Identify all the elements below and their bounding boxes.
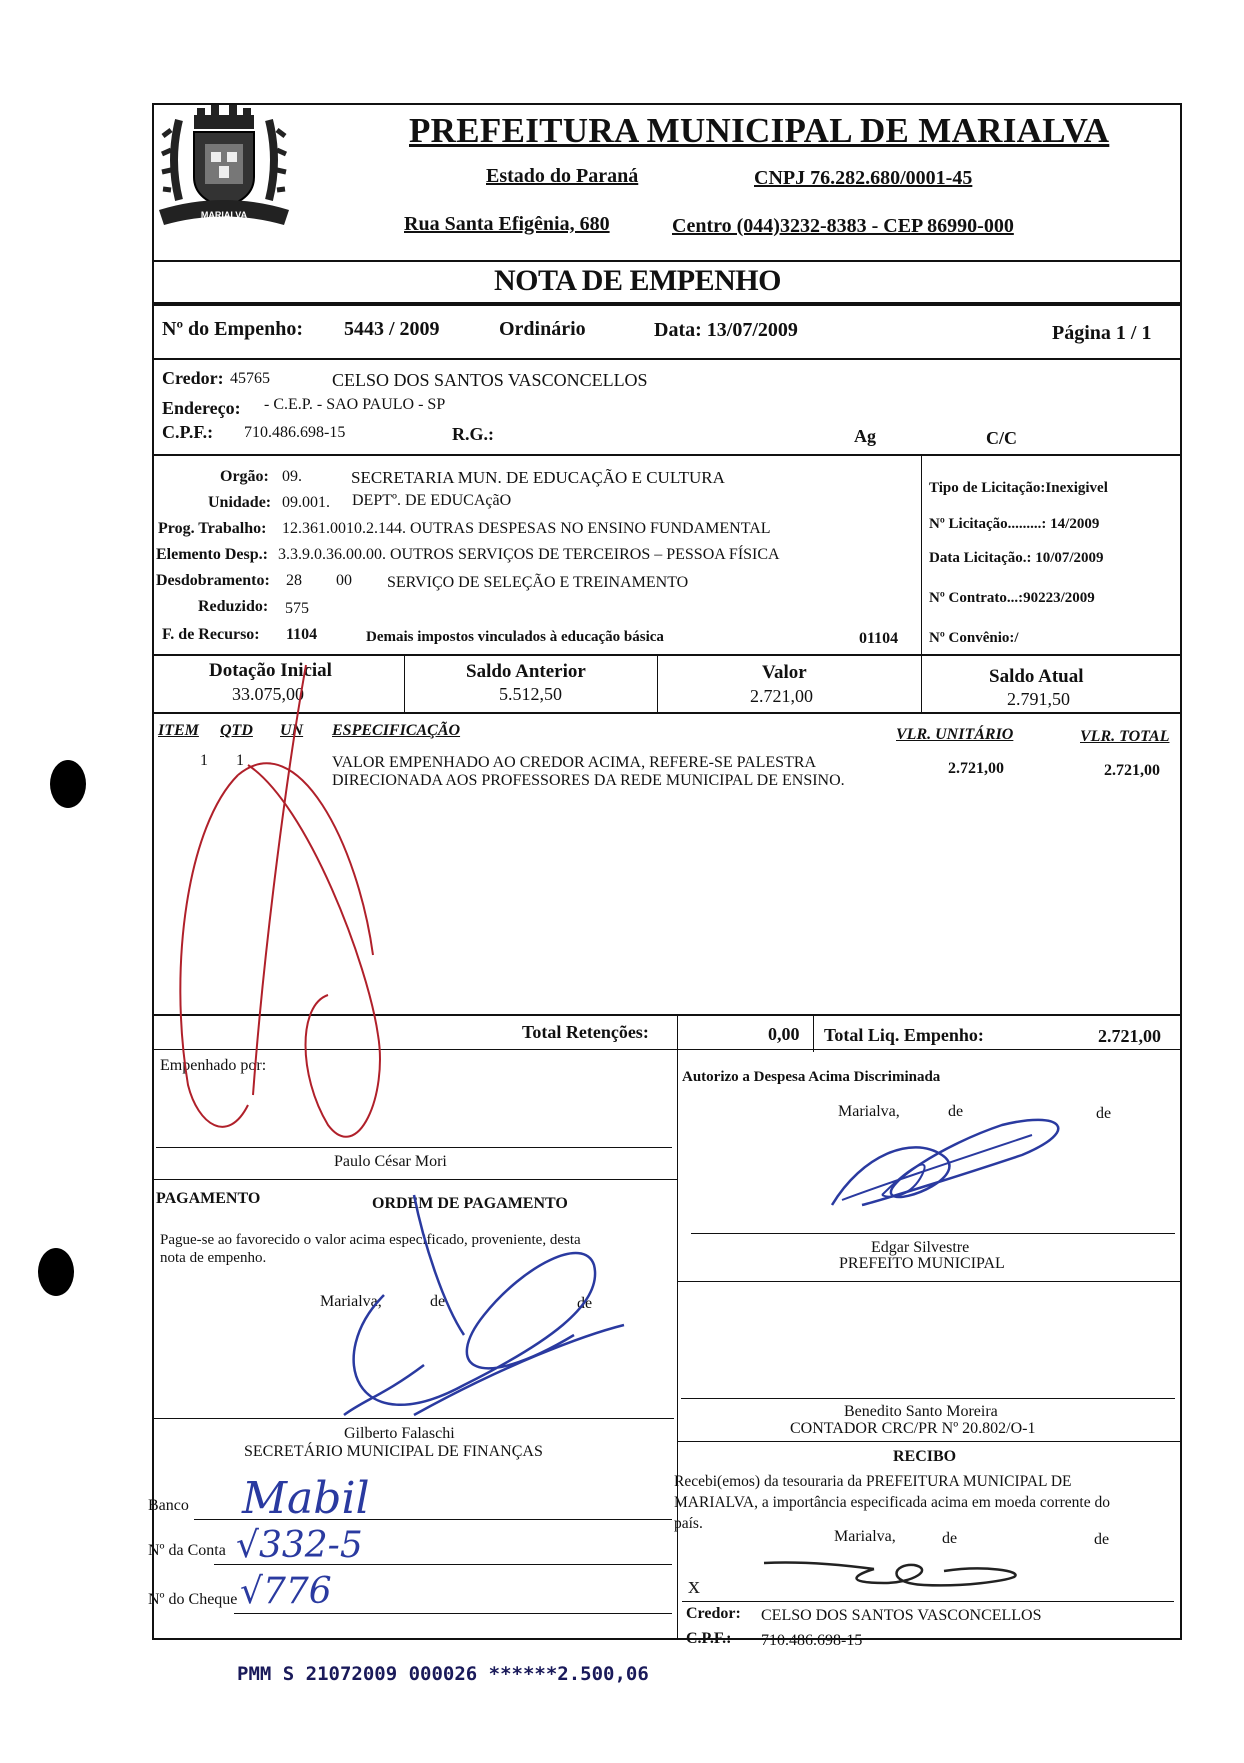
municipal-seal-icon [149, 100, 299, 240]
totals-row [154, 1014, 1180, 1050]
convenio-numero: Nº Convênio:/ [929, 630, 1019, 646]
letterhead [154, 105, 1180, 262]
valor-value: 2.721,00 [750, 686, 813, 706]
address-label: Endereço: [162, 398, 241, 418]
conta-label: Nº da Conta [148, 1542, 226, 1559]
licitacao-tipo: Tipo de Licitação:Inexigivel [929, 480, 1108, 496]
recibo-x-mark: x [688, 1573, 700, 1599]
recibo-de2: de [1094, 1531, 1110, 1548]
orgao-code: 09. [282, 468, 302, 485]
recibo-credor-name: CELSO DOS SANTOS VASCONCELLOS [761, 1607, 1042, 1624]
items-section [154, 714, 1180, 1014]
recibo-text2: MARIALVA, a importância especificada acima em moeda corrente do [674, 1494, 1110, 1511]
punch-hole-top [50, 760, 86, 808]
punch-hole-bottom [38, 1248, 74, 1296]
conta-handwritten: √332-5 [236, 1525, 363, 1566]
col-qtd: QTD [220, 722, 253, 739]
pagamento-text2: nota de empenho. [160, 1250, 267, 1266]
empenho-date: Data: 13/07/2009 [654, 319, 798, 341]
pagamento-de1: de [430, 1293, 446, 1310]
svg-text:MARIALVA: MARIALVA [200, 210, 248, 220]
saldo-anterior-value: 5.512,50 [499, 684, 562, 704]
recurso-label: F. de Recurso: [162, 626, 260, 643]
row-vlr-unitario: 2.721,00 [948, 760, 1004, 777]
banco-handwritten: Mabil [242, 1473, 370, 1524]
ordem-pagamento-label: ORDEM DE PAGAMENTO [372, 1195, 568, 1212]
col-vlr-total: VLR. TOTAL [1080, 728, 1170, 745]
empenhado-label: Empenhado por: [160, 1057, 267, 1074]
recibo-place: Marialva, [834, 1528, 896, 1545]
empenho-label: Nº do Empenho: [162, 318, 304, 340]
state-name: Estado do Paraná [486, 165, 639, 187]
prog-label: Prog. Trabalho: [158, 520, 267, 537]
row-qtd: 1 [236, 752, 244, 769]
row-item: 1 [200, 752, 208, 769]
autorizo-de2: de [1096, 1105, 1112, 1122]
liq-label: Total Liq. Empenho: [824, 1025, 984, 1045]
cheque-handwritten: √776 [240, 1571, 332, 1612]
banco-label: Banco [148, 1497, 189, 1514]
desdobramento-b: 00 [336, 572, 352, 589]
licitacao-numero: Nº Licitação.........: 14/2009 [929, 516, 1100, 532]
autorizo-de1: de [948, 1103, 964, 1120]
autorizo-label: Autorizo a Despesa Acima Discriminada [682, 1069, 941, 1085]
recibo-label: RECIBO [893, 1448, 957, 1465]
secretario-name: Gilberto Falaschi [344, 1425, 455, 1442]
recurso-desc: Demais impostos vinculados à educação básica [366, 629, 664, 645]
cnpj: CNPJ 76.282.680/0001-45 [754, 167, 973, 189]
empenho-number: 5443 / 2009 [344, 318, 440, 340]
doc-title-row [154, 262, 1180, 306]
autorizo-place: Marialva, [838, 1103, 900, 1120]
recibo-credor-label: Credor: [686, 1605, 741, 1622]
desdobramento-label: Desdobramento: [156, 572, 270, 589]
col-item: ITEM [158, 722, 199, 739]
prefeito-role: PREFEITO MUNICIPAL [839, 1255, 1005, 1272]
unidade-label: Unidade: [208, 494, 272, 511]
recibo-cpf: 710.486.698-15 [761, 1632, 863, 1649]
recibo-cpf-label: C.P.F.: [686, 1630, 732, 1647]
retencoes-value: 0,00 [768, 1024, 800, 1044]
saldos-row [154, 656, 1180, 714]
credor-address: - C.E.P. - SAO PAULO - SP [264, 396, 446, 413]
unidade-name: DEPTº. DE EDUCAçãO [352, 492, 512, 509]
contador-role: CONTADOR CRC/PR Nº 20.802/O-1 [790, 1420, 1036, 1437]
row-vlr-total: 2.721,00 [1104, 762, 1160, 779]
liq-value: 2.721,00 [1098, 1026, 1161, 1046]
secretario-role: SECRETÁRIO MUNICIPAL DE FINANÇAS [244, 1443, 543, 1460]
unidade-code: 09.001. [282, 494, 330, 511]
saldo-atual-value: 2.791,50 [1007, 689, 1070, 709]
elemento-value: 3.3.9.0.36.00.00. OUTROS SERVIÇOS DE TERCEIROS – PESSOA FÍSICA [278, 546, 780, 563]
nota-de-empenho-document [148, 103, 1182, 1649]
pagamento-text1: Pague-se ao favorecido o valor acima especificado, proveniente, desta [160, 1232, 581, 1248]
valor-label: Valor [762, 662, 807, 683]
street-address: Rua Santa Efigênia, 680 [404, 213, 610, 235]
prog-value: 12.361.0010.2.144. OUTRAS DESPESAS NO ENSINO FUNDAMENTAL [282, 520, 771, 537]
empenho-row [154, 306, 1180, 360]
cpf-label: C.P.F.: [162, 422, 214, 442]
recibo-text1: Recebi(emos) da tesouraria da PREFEITURA MUNICIPAL DE [674, 1473, 1072, 1490]
orgao-label: Orgão: [220, 468, 269, 485]
dotacao-label: Dotação Inicial [209, 660, 332, 681]
pagamento-place: Marialva, [320, 1293, 382, 1310]
ag-label: Ag [854, 426, 876, 446]
desdobramento-a: 28 [286, 572, 302, 589]
page-number: Página 1 / 1 [1052, 322, 1152, 344]
pagamento-de2: de [577, 1295, 593, 1312]
credor-name: CELSO DOS SANTOS VASCONCELLOS [332, 370, 648, 390]
saldo-anterior-label: Saldo Anterior [466, 661, 586, 682]
col-un: UN [280, 722, 304, 739]
contrato-numero: Nº Contrato...:90223/2009 [929, 590, 1095, 606]
retencoes-label: Total Retenções: [522, 1022, 649, 1042]
empenho-type: Ordinário [499, 318, 586, 340]
credor-cpf: 710.486.698-15 [244, 424, 346, 441]
recibo-text3: país. [674, 1515, 703, 1532]
reduzido-label: Reduzido: [198, 598, 269, 615]
credor-code: 45765 [230, 370, 270, 387]
row-spec-line2: DIRECIONADA AOS PROFESSORES DA REDE MUNICIPAL DE ENSINO. [332, 772, 845, 789]
elemento-label: Elemento Desp.: [156, 546, 268, 563]
blue-signature-prefeito [822, 1115, 1082, 1225]
municipality-title: PREFEITURA MUNICIPAL DE MARIALVA [409, 111, 1110, 150]
dotacao-value: 33.075,00 [232, 684, 304, 704]
contador-name: Benedito Santo Moreira [844, 1403, 998, 1420]
desdobramento-name: SERVIÇO DE SELEÇÃO E TREINAMENTO [387, 574, 689, 591]
black-signature-credor [764, 1553, 1024, 1603]
cc-label: C/C [986, 428, 1017, 448]
pagamento-label: PAGAMENTO [156, 1190, 261, 1207]
recurso-num: 01104 [859, 630, 899, 647]
licitacao-data: Data Licitação.: 10/07/2009 [929, 550, 1104, 566]
prefeito-name: Edgar Silvestre [871, 1239, 970, 1256]
row-spec-line1: VALOR EMPENHADO AO CREDOR ACIMA, REFERE-SE PALESTRA [332, 754, 817, 771]
classificacao-section [154, 456, 1180, 656]
orgao-name: SECRETARIA MUN. DE EDUCAÇÃO E CULTURA [351, 468, 725, 487]
recurso-code: 1104 [286, 626, 318, 643]
district-phone-cep: Centro (044)3232-8383 - CEP 86990-000 [672, 215, 1014, 237]
doc-title: NOTA DE EMPENHO [494, 264, 781, 297]
rg-label: R.G.: [452, 424, 494, 444]
cheque-label: Nº do Cheque [148, 1591, 238, 1608]
col-especificacao: ESPECIFICAÇÃO [332, 722, 461, 739]
recibo-de1: de [942, 1530, 958, 1547]
footer-code: PMM S 21072009 000026 ******2.500,06 [237, 1663, 649, 1685]
reduzido-value: 575 [285, 600, 309, 617]
credor-section [154, 360, 1180, 456]
col-vlr-unitario: VLR. UNITÁRIO [896, 726, 1014, 743]
credor-label: Credor: [162, 368, 224, 388]
saldo-atual-label: Saldo Atual [989, 666, 1084, 687]
empenhado-name: Paulo César Mori [334, 1153, 447, 1170]
